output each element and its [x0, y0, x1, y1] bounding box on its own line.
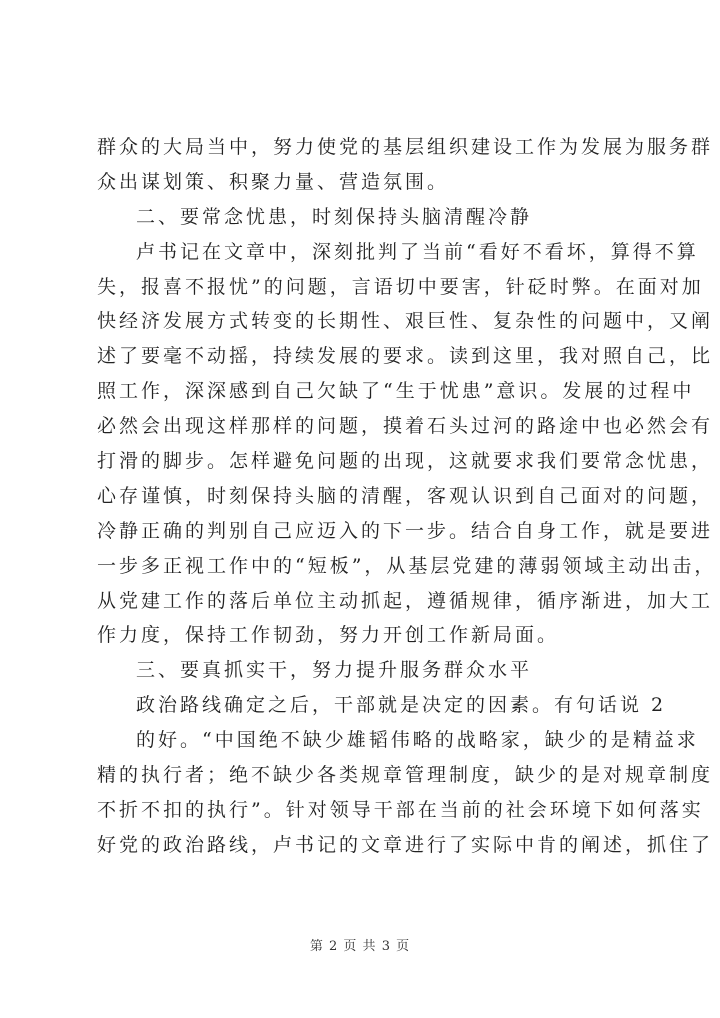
- text-line: 从党建工作的落后单位主动抓起，遵循规律，循序渐进，加大工: [97, 589, 714, 612]
- text-line: 好党的政治路线，卢书记的文章进行了实际中肯的阐述，抓住了: [97, 833, 714, 856]
- section-heading: 二、要常念忧患，时刻保持头脑清醒冷静: [136, 205, 533, 228]
- text-line: 作力度，保持工作韧劲，努力开创工作新局面。: [97, 624, 560, 647]
- text-line: 的好。“中国绝不缺少雄韬伟略的战略家，缺少的是精益求: [136, 729, 699, 752]
- body-text: [97, 130, 717, 863]
- text-line: 冷静正确的判别自己应迈入的下一步。结合自身工作，就是要进: [97, 519, 714, 542]
- text-line: 不折不扣的执行”。针对领导干部在当前的社会环境下如何落实: [97, 798, 704, 821]
- text-line: 卢书记在文章中，深刻批判了当前“看好不看坏，算得不算: [136, 240, 699, 263]
- text-line: 众出谋划策、积聚力量、营造氛围。: [97, 170, 450, 193]
- text-line: 群众的大局当中，努力使党的基层组织建设工作为发展为服务群: [97, 136, 714, 158]
- text-line: 失，报喜不报忧”的问题，言语切中要害，针砭时弊。在面对加: [97, 275, 704, 298]
- text-line: 照工作，深深感到自己欠缺了“生于忧患”意识。发展的过程中: [97, 380, 695, 403]
- text-line: 述了要毫不动摇，持续发展的要求。读到这里，我对照自己，比: [97, 345, 714, 368]
- text-line: 必然会出现这样那样的问题，摸着石头过河的路途中也必然会有: [97, 415, 714, 438]
- section-heading: 三、要真抓实干，努力提升服务群众水平: [136, 659, 533, 682]
- text-line: 打滑的脚步。怎样避免问题的出现，这就要求我们要常念忧患，: [97, 450, 714, 473]
- text-line: 精的执行者；绝不缺少各类规章管理制度，缺少的是对规章制度: [97, 764, 714, 787]
- text-line: 心存谨慎，时刻保持头脑的清醒，客观认识到自己面对的问题，: [97, 484, 714, 507]
- page-number-footer: 第 2 页 共 3 页: [309, 939, 411, 954]
- text-line: 一步多正视工作中的“短板”，从基层党建的薄弱领域主动出击，: [97, 554, 717, 577]
- text-line: 政治路线确定之后，干部就是决定的因素。有句话说 2: [136, 694, 667, 717]
- text-line: 快经济发展方式转变的长期性、艰巨性、复杂性的问题中，又阐: [97, 310, 714, 333]
